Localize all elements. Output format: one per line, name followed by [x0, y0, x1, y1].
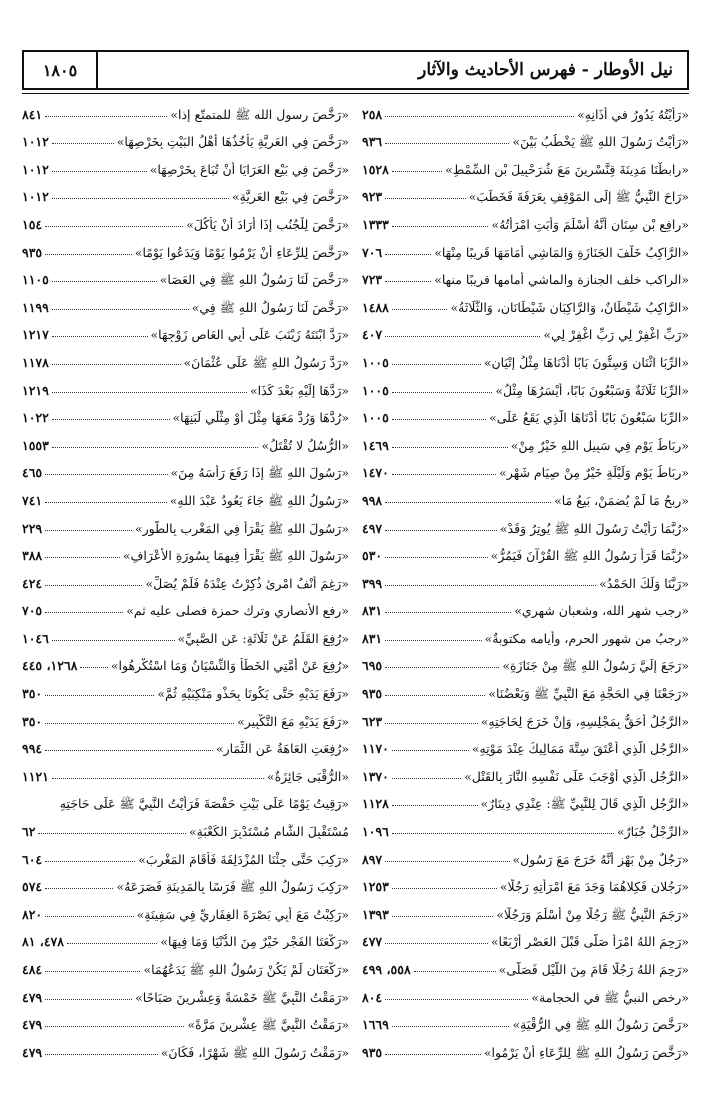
entry-page-number: ٦٩٥	[362, 658, 383, 674]
index-entry	[22, 536, 349, 564]
entry-text: «رَخَّصَ لِلرِّعَاءِ أَنْ يَرْمُوا يَوْمًا وَيَدَعُوا يَوْمًا»	[134, 244, 349, 260]
dot-leader	[385, 143, 509, 144]
index-entry	[22, 646, 349, 674]
dot-leader	[385, 502, 551, 503]
entry-page-number: ٤٧٩	[22, 989, 43, 1005]
entry-text: «الرِّبَا ثَلَاثَةٌ وَسَبْعُونَ بَابًا، أَيْسَرُهَا مِثْلُ»	[495, 382, 689, 398]
entry-page-number: ٦٢	[22, 824, 36, 840]
index-entry	[362, 811, 689, 839]
index-entry	[362, 177, 689, 205]
entry-page-number: ٩٣٥	[362, 1044, 383, 1060]
entry-page-number: ٣٥٠	[22, 686, 43, 702]
entry-page-number: ٨٣١	[362, 630, 383, 646]
dot-leader	[45, 612, 123, 613]
dot-leader	[45, 971, 140, 972]
dot-leader	[385, 723, 478, 724]
entry-text: «رَسُولَ اللهِ ﷺ يَقْرَأُ فِيهِمَا بِسُورَةِ الأَعْرَافِ»	[122, 548, 349, 564]
entry-page-number: ١٠١٢	[22, 134, 49, 150]
entry-page-number: ٢٥٨	[362, 106, 383, 122]
entry-page-number: ١٢٦٨، ٤٤٥	[22, 658, 78, 674]
entry-text: «رَكْعَتَانِ لَمْ يَكُنْ رَسُولُ اللهِ ﷺ يَدَعُهُمَا»	[143, 962, 349, 977]
entry-text: «رُفِعَ القَلَمُ عَنْ ثَلَاثَةٍ: عَنِ الصَّبِيِّ»	[177, 630, 349, 646]
dot-leader	[414, 971, 496, 972]
dot-leader	[45, 530, 132, 531]
entry-page-number: ٥٣٠	[362, 548, 383, 564]
index-entry	[362, 204, 689, 232]
entry-page-number: ٨٤١	[22, 106, 43, 122]
index-column-left	[22, 94, 349, 1060]
entry-page-number: ٤٠٧	[362, 327, 383, 343]
entry-page-number: ١٠٠٥	[362, 354, 389, 370]
entry-page-number: ٥٥٨، ٤٩٩	[362, 962, 411, 977]
entry-text: «رَخَّصَ لَنَا رَسُولُ اللهِ ﷺ فِي»	[191, 299, 349, 315]
entry-page-number: ٦٢٣	[362, 713, 383, 729]
page-title: نيل الأوطار - فهرس الأحاديث والآثار	[418, 60, 673, 80]
entry-text: «رَسُولَ اللهِ ﷺ إِذَا رَفَعَ رَأْسَهُ مِنَ»	[170, 465, 349, 481]
entry-text: «رَكِبْتُ مَعَ أَبِي بَصْرَةَ الغِفَارِيِّ فِي سَفِينَةٍ»	[136, 906, 349, 922]
index-entry	[22, 287, 349, 315]
index-entry	[362, 563, 689, 591]
index-entry	[22, 618, 349, 646]
entry-page-number: ١٥٤	[22, 216, 43, 232]
index-entry	[362, 508, 689, 536]
entry-text: «رَكِبَ حَتَّى جِئْنَا المُزْدَلِفَةَ فَأَقَامَ المَغْرِبَ»	[138, 851, 349, 867]
entry-page-number: ١٥٢٨	[362, 161, 389, 177]
index-entry	[22, 1005, 349, 1033]
index-entry	[362, 370, 689, 398]
dot-leader	[45, 226, 183, 227]
entry-text: «الرُّسُلُ لا تُقْتَلُ»	[261, 437, 349, 453]
index-entry	[22, 342, 349, 370]
entry-page-number: ٩٢٣	[362, 189, 383, 205]
index-column-right	[362, 94, 689, 1060]
page-header	[22, 50, 689, 90]
entry-text: «رَجَمَ النَّبِيُّ ﷺ رَجُلًا مِنْ أَسْلَمَ وَرَجُلًا»	[496, 906, 689, 922]
dot-leader	[385, 254, 431, 255]
entry-page-number: ١٦٦٩	[362, 1017, 389, 1033]
entry-page-number: ٤٧٩	[22, 1017, 43, 1033]
entry-page-number: ١٢١٩	[22, 382, 49, 398]
entry-page-number: ٧٠٦	[362, 244, 383, 260]
index-entry	[362, 260, 689, 288]
index-entry	[22, 232, 349, 260]
index-entry	[362, 646, 689, 674]
dot-leader	[45, 750, 213, 751]
dot-leader	[45, 502, 167, 503]
entry-page-number: ١٠٩٦	[362, 824, 389, 840]
entry-text: «رُبَّمَا رَأَيْتُ رَسُولَ اللهِ ﷺ يُوتِرُ وَقَدْ»	[499, 520, 689, 536]
dot-leader	[392, 833, 614, 834]
dot-leader	[38, 833, 186, 834]
index-entry	[22, 729, 349, 757]
index-entry	[362, 122, 689, 150]
dot-leader	[385, 116, 574, 117]
entry-text: «رَفَعَ يَدَيْهِ مَعَ التَّكْبِيرِ»	[237, 713, 349, 729]
dot-leader	[392, 888, 497, 889]
entry-text: «رَخَّصَ فِي العَرِيَّةِ يَأْخُذُهَا أَهْلُ البَيْتِ بِخَرْصِهَا»	[116, 134, 349, 150]
dot-leader	[45, 557, 120, 558]
dot-leader	[45, 916, 133, 917]
entry-text: «رَخَّصَ فِي بَيْعِ العَرِيَّةِ»	[232, 189, 349, 205]
dot-leader	[385, 336, 540, 337]
index-entry	[362, 922, 689, 950]
entry-page-number: ٤٧٧	[362, 934, 383, 950]
entry-text: «رِبحُ مَا لَمْ يُضمَنْ، بَيعُ مَا»	[554, 492, 689, 508]
entry-page-number: ٣٥٠	[22, 713, 43, 729]
dot-leader	[392, 1026, 510, 1027]
entry-page-number: ١٣٩٣	[362, 906, 389, 922]
entry-page-number: ٤٢٤	[22, 575, 43, 591]
index-entry	[22, 315, 349, 343]
dot-leader	[52, 447, 259, 448]
entry-text: «الرَّجُلِ الَّذِي أَوْجَبَ عَلَى نَفْسِهِ النَّارَ بِالقَتْلِ»	[464, 768, 689, 784]
index-entry	[22, 591, 349, 619]
entry-text: «الراكب خلف الجنازة والماشي أمامها قريبًا منها»	[434, 272, 689, 288]
entry-text: «رَكْعَتَا الفَجْرِ خَيْرٌ مِنَ الدُّنْيَا وَمَا فِيهَا»	[160, 934, 349, 950]
dot-leader	[385, 557, 488, 558]
index-entry	[362, 949, 689, 977]
entry-page-number: ٨٢٠	[22, 906, 43, 922]
dot-leader	[52, 640, 175, 641]
dot-leader	[385, 281, 431, 282]
entry-page-number: ١٠٢٢	[22, 410, 49, 426]
entry-page-number: ٦٠٤	[22, 851, 43, 867]
entry-text: «رُدَّهَا وَرُدَّ مَعَهَا مِثْلَ أَوْ مِثْلَي لَبَنِهَا»	[172, 410, 349, 426]
dot-leader	[45, 888, 113, 889]
index-entry	[362, 977, 689, 1005]
dot-leader	[392, 309, 448, 310]
entry-text: «رُبَّمَا قَرَأَ رَسُولُ اللهِ ﷺ القُرْآنَ فَيَمُرُّ»	[490, 548, 689, 564]
dot-leader	[45, 116, 167, 117]
dot-leader	[385, 999, 528, 1000]
dot-leader	[52, 419, 170, 420]
entry-text: «رَجُلانِ فَكِلاهُمَا وَجَدَ مَعَ امْرَأَتِهِ رَجُلًا»	[499, 879, 689, 895]
index-entry	[22, 756, 349, 784]
index-entry	[362, 1005, 689, 1033]
index-entry	[362, 673, 689, 701]
entry-text: «رَفَعَ يَدَيْهِ حَتَّى يَكُونَا بِحَذْوِ مَنْكِبَيْهِ ثُمَّ»	[157, 686, 349, 702]
entry-page-number: ٩٣٥	[362, 686, 383, 702]
entry-text: «رَبِّ اغْفِرْ لِي رَبِّ اغْفِرْ لِي»	[543, 327, 689, 343]
dot-leader	[52, 281, 157, 282]
entry-page-number: ٣٨٨	[22, 548, 43, 564]
entry-text: «رِبَاطُ يَوْمٍ وَلَيْلَةٍ خَيْرٌ مِنْ صِيَامِ شَهْرٍ»	[499, 465, 689, 481]
dot-leader	[392, 474, 496, 475]
index-entry	[22, 204, 349, 232]
dot-leader	[392, 778, 461, 779]
entry-page-number: ٤٧٩	[22, 1044, 43, 1060]
dot-leader	[52, 309, 189, 310]
index-entry	[22, 398, 349, 426]
index-entry	[22, 122, 349, 150]
index-entry	[362, 729, 689, 757]
index-entry	[22, 149, 349, 177]
dot-leader	[392, 419, 486, 420]
entry-text: «رجب شهر الله، وشعبان شهري»	[514, 603, 689, 619]
dot-leader	[45, 474, 167, 475]
dot-leader	[385, 585, 596, 586]
entry-text: «رَسُولُ اللهِ ﷺ جَاءَ يَعُودُ عَبْدَ اللهِ»	[169, 492, 349, 508]
entry-text: «رَجَعْنَا فِي الحَجَّةِ مَعَ النَّبِيِّ ﷺ وَبَعْضُنَا»	[488, 686, 689, 702]
index-entry	[362, 342, 689, 370]
index-entry	[362, 867, 689, 895]
entry-text: «الرُّقْبَى جَائِزَةٌ»	[266, 768, 349, 784]
entry-page-number: ١٠٤٦	[22, 630, 49, 646]
dot-leader	[392, 364, 481, 365]
dot-leader	[385, 861, 509, 862]
entry-page-number: ١٣٧٠	[362, 768, 389, 784]
dot-leader	[52, 198, 229, 199]
entry-text: «رَأَيْتُ رَسُولَ اللهِ ﷺ يَخْطُبُ بَيْنَ»	[512, 134, 689, 150]
dot-leader	[385, 530, 497, 531]
entry-text: «رجبُ من شهور الحرم، وأيامه مكتوبةٌ»	[484, 630, 689, 646]
entry-page-number: ١١٢٨	[362, 796, 389, 812]
entry-page-number: ٥٧٤	[22, 879, 43, 895]
dot-leader	[392, 916, 493, 917]
index-entry	[362, 756, 689, 784]
index-entry	[362, 425, 689, 453]
index-entry	[362, 1032, 689, 1060]
entry-page-number: ٤٦٥	[22, 465, 43, 481]
entry-text: «رَغِمَ أَنْفُ امْرِئٍ ذُكِرْتُ عِنْدَهُ فَلَمْ يُصَلِّ»	[145, 575, 349, 591]
dot-leader	[67, 943, 157, 944]
dot-leader	[385, 612, 511, 613]
entry-page-number: ٤٨٤	[22, 962, 43, 977]
index-entry	[22, 839, 349, 867]
index-entry	[362, 398, 689, 426]
entry-page-number: ١١٠٥	[22, 272, 49, 288]
entry-text: «الرِّبَا اثْنَانِ وَسِتُّونَ بَابًا أَدْنَاهَا مِثْلُ إِتْيَانِ»	[483, 354, 689, 370]
dot-leader	[392, 447, 508, 448]
index-entry	[22, 673, 349, 701]
dot-leader	[392, 805, 478, 806]
entry-page-number: ١٠٠٥	[362, 410, 389, 426]
entry-page-number: ١١٧٨	[22, 354, 49, 370]
index-entry	[22, 453, 349, 481]
dot-leader	[45, 1026, 184, 1027]
entry-text: «رَجُلٌ مِنْ بَهْزٍ أَنَّهُ خَرَجَ مَعَ رَسُولِ»	[512, 851, 689, 867]
index-entry	[362, 480, 689, 508]
entry-page-number: ٨٩٧	[362, 851, 383, 867]
entry-text: «رَحِمَ اللهُ امْرَأً صَلَّى قَبْلَ العَصْرِ أَرْبَعًا»	[490, 934, 689, 950]
entry-text: «رَسُولَ اللهِ ﷺ يَقْرَأُ فِي المَغْرِبِ بِالطُّورِ»	[134, 520, 349, 536]
entry-page-number: ١١٧٠	[362, 741, 389, 757]
entry-text: «الرِّبَا سَبْعُونَ بَابًا أَدْنَاهَا الَّذِي يَقَعُ عَلَى»	[489, 410, 689, 426]
index-entry	[362, 453, 689, 481]
index-entry	[362, 839, 689, 867]
index-entry	[22, 701, 349, 729]
index-entry	[362, 618, 689, 646]
entry-page-number: ١٤٦٩	[362, 437, 389, 453]
dot-leader	[385, 667, 499, 668]
entry-page-number: ١٠١٢	[22, 161, 49, 177]
dot-leader	[392, 226, 489, 227]
entry-text: «رَقِيتُ يَوْمًا عَلَى بَيْتِ حَفْصَةَ فَرَأَيْتُ النَّبِيَّ ﷺ عَلَى حَاجَتِهِ	[59, 796, 349, 812]
dot-leader	[52, 364, 181, 365]
dot-leader	[80, 667, 107, 668]
page-number: ١٨٠٥	[24, 52, 98, 88]
entry-text: «الرَّجُلِ الَّذِي قَالَ لِلنَّبِيِّ ﷺ: عِنْدِي دِينَارٌ»	[480, 796, 689, 812]
entry-page-number: ١٢٥٣	[362, 879, 389, 895]
index-entry	[22, 784, 349, 839]
entry-text: «رَدَّ رَسُولُ اللهِ ﷺ عَلَى عُثْمَانَ»	[183, 354, 349, 370]
entry-page-number: ١٢١٧	[22, 327, 49, 343]
index-entry	[362, 894, 689, 922]
entry-page-number: ٧٢٣	[362, 272, 383, 288]
index-entry	[22, 508, 349, 536]
entry-text: «رَخَّصَ لَنَا رَسُولُ اللهِ ﷺ فِي العَصَا»	[159, 272, 349, 288]
dot-leader	[385, 640, 481, 641]
entry-text: «رُفِعَ عَنْ أُمَّتِي الخَطَأُ وَالنِّسْيَانُ وَمَا اسْتُكْرِهُوا»	[110, 658, 349, 674]
entry-text: «رَخَّصَ رسول الله ﷺ للمتمتّع إذا»	[170, 106, 349, 122]
entry-page-number: ٧٤١	[22, 492, 43, 508]
entry-page-number: ٩٣٥	[22, 244, 43, 260]
dot-leader	[52, 778, 264, 779]
entry-page-number: ١١٢١	[22, 768, 49, 784]
dot-leader	[45, 1054, 158, 1055]
index-entry	[362, 94, 689, 122]
entry-text: «رُفِعَتِ العَاهَةُ عَنِ الثِّمَارِ»	[215, 741, 349, 757]
entry-text: «الرَّجُلُ أَحَقُّ بِمَجْلِسِهِ، وَإِنْ خَرَجَ لِحَاجَتِهِ»	[480, 713, 689, 729]
dot-leader	[45, 723, 234, 724]
index-entry	[22, 370, 349, 398]
dot-leader	[392, 392, 493, 393]
entry-text: «الرِّجْلُ جُبَارٌ»	[617, 824, 689, 840]
entry-page-number: ١٠١٢	[22, 189, 49, 205]
entry-text: «رفع الأنصاري وترك حمزة فصلى عليه ثم»	[126, 603, 349, 619]
dot-leader	[45, 695, 154, 696]
entry-page-number: ٩٣٦	[362, 134, 383, 150]
entry-page-number: ٨٣١	[362, 603, 383, 619]
entry-text: «رَكِبَ رَسُولُ اللهِ ﷺ فَرَسًا بِالمَدِينَةِ فَصَرَعَهُ»	[116, 879, 349, 895]
entry-page-number: ١٣٣٣	[362, 216, 389, 232]
index-entry	[22, 94, 349, 122]
index-entry	[362, 315, 689, 343]
entry-text: «رابطْنَا مَدِينَةَ قِنَّسْرِينَ مَعَ شُرَحْبِيلَ بْنِ السِّمْطِ»	[445, 161, 689, 177]
index-entry	[22, 260, 349, 288]
index-entry	[362, 149, 689, 177]
index-entry	[362, 701, 689, 729]
dot-leader	[52, 392, 247, 393]
index-entry	[22, 949, 349, 977]
index-entry	[362, 536, 689, 564]
entry-text: «الرَّجُلِ الَّذِي أَعْتَقَ سِتَّةَ مَمَالِيكَ عِنْدَ مَوْتِهِ»	[471, 741, 689, 757]
entry-text: «رافِعِ بْنِ سِنَانٍ أَنَّهُ أَسْلَمَ وَأَبَتِ امْرَأَتُهُ»	[491, 216, 689, 232]
dot-leader	[52, 336, 148, 337]
entry-text: «الرَّاكِبُ خَلْفَ الجَنَازَةِ وَالمَاشِي أَمَامَهَا قَرِيبًا مِنْهَا»	[434, 244, 689, 260]
entry-text-continued: مُسْتَقْبِلَ الشَّامِ مُسْتَدْبِرَ الكَعْبَةِ»	[189, 824, 349, 840]
entry-page-number: ١٥٥٣	[22, 437, 49, 453]
index-entry	[362, 287, 689, 315]
entry-text: «رَخَّصَ رَسُولُ اللهِ ﷺ فِي الرُّقْيَةِ»	[512, 1017, 689, 1033]
dot-leader	[52, 171, 147, 172]
entry-page-number: ١٤٨٨	[362, 299, 389, 315]
index-entry	[22, 177, 349, 205]
index-entry	[362, 591, 689, 619]
index-entry	[362, 784, 689, 812]
index-entry	[22, 922, 349, 950]
entry-page-number: ١٤٧٠	[362, 465, 389, 481]
dot-leader	[45, 999, 132, 1000]
entry-page-number: ٣٩٩	[362, 575, 383, 591]
dot-leader	[45, 254, 132, 255]
entry-text: «رَمَقْتُ النَّبِيَّ ﷺ عِشْرِينَ مَرَّةً»	[187, 1017, 349, 1033]
index-entry	[22, 1032, 349, 1060]
dot-leader	[392, 750, 469, 751]
entry-text: «رِبَاطُ يَوْمٍ فِي سَبِيلِ اللهِ خَيْرٌ مِنْ»	[510, 437, 689, 453]
dot-leader	[385, 695, 485, 696]
entry-text: «رَمَقْتُ رَسُولَ اللهِ ﷺ شَهْرًا، فَكَانَ»	[160, 1044, 349, 1060]
entry-text: «رَاحَ النَّبِيُّ ﷺ إِلَى المَوْقِفِ بِعَرَفَةَ فَخَطَبَ»	[468, 189, 689, 205]
index-entry	[22, 480, 349, 508]
entry-page-number: ١١٩٩	[22, 299, 49, 315]
index-entry	[22, 425, 349, 453]
entry-page-number: ٨٠٤	[362, 989, 383, 1005]
dot-leader	[385, 1054, 481, 1055]
index-entry	[362, 232, 689, 260]
entry-text: «رَبَّنَا وَلَكَ الحَمْدُ»	[599, 575, 689, 591]
index-entry	[22, 867, 349, 895]
entry-page-number: ٤٩٧	[362, 520, 383, 536]
entry-page-number: ٩٩٤	[22, 741, 43, 757]
dot-leader	[45, 585, 142, 586]
entry-text: «الرَّاكِبُ شَيْطَانٌ، وَالرَّاكِبَانِ شَيْطَانَانِ، وَالثَّلَاثَةُ»	[450, 299, 689, 315]
dot-leader	[45, 861, 135, 862]
entry-page-number: ١٠٠٥	[362, 382, 389, 398]
entry-text: «رَحِمَ اللهُ رَجُلًا قَامَ مِنَ اللَّيْلِ فَصَلَّى»	[498, 962, 689, 977]
entry-text: «رَخَّصَ فِي بَيْعِ العَرَايَا أَنْ تُبَاعَ بِخَرْصِهَا»	[149, 161, 349, 177]
index-entry	[22, 563, 349, 591]
entry-text: «رَخَّصَ رَسُولُ اللهِ ﷺ لِلرِّعَاءِ أَنْ يَرْمُوا»	[483, 1044, 689, 1060]
entry-page-number: ٧٠٥	[22, 603, 43, 619]
entry-text: «رَأَيْتُهُ يَدُورُ في أَذَانِهِ»	[577, 106, 689, 122]
entry-text: «رَدَّهَا إِلَيْهِ بَعْدَ كَذَا»	[249, 382, 349, 398]
entry-text: «رَخَّصَ لِلْجُنُبِ إِذَا أَرَادَ أَنْ يَأْكُلَ»	[186, 216, 349, 232]
dot-leader	[52, 143, 114, 144]
entry-text: «رخص النبيُّ ﷺ في الحجامة»	[531, 989, 689, 1005]
entry-text: «رَجَعَ إِلَيَّ رَسُولُ اللهِ ﷺ مِنْ جَنَازَةٍ»	[502, 658, 689, 674]
dot-leader	[385, 943, 488, 944]
dot-leader	[385, 198, 466, 199]
index-entry	[22, 977, 349, 1005]
entry-page-number: ٩٩٨	[362, 492, 383, 508]
entry-text: «رَمَقْتُ النَّبِيَّ ﷺ خَمْسَةً وَعِشْرِينَ صَبَاحًا»	[135, 989, 349, 1005]
index-entry	[22, 894, 349, 922]
entry-page-number: ٢٢٩	[22, 520, 43, 536]
entry-page-number: ٤٧٨، ٨١	[22, 934, 64, 950]
dot-leader	[392, 171, 442, 172]
entry-text: «رَدَّ ابْنَتَهُ زَيْنَبَ عَلَى أَبِي العَاصِ زَوْجِهَا»	[150, 327, 349, 343]
